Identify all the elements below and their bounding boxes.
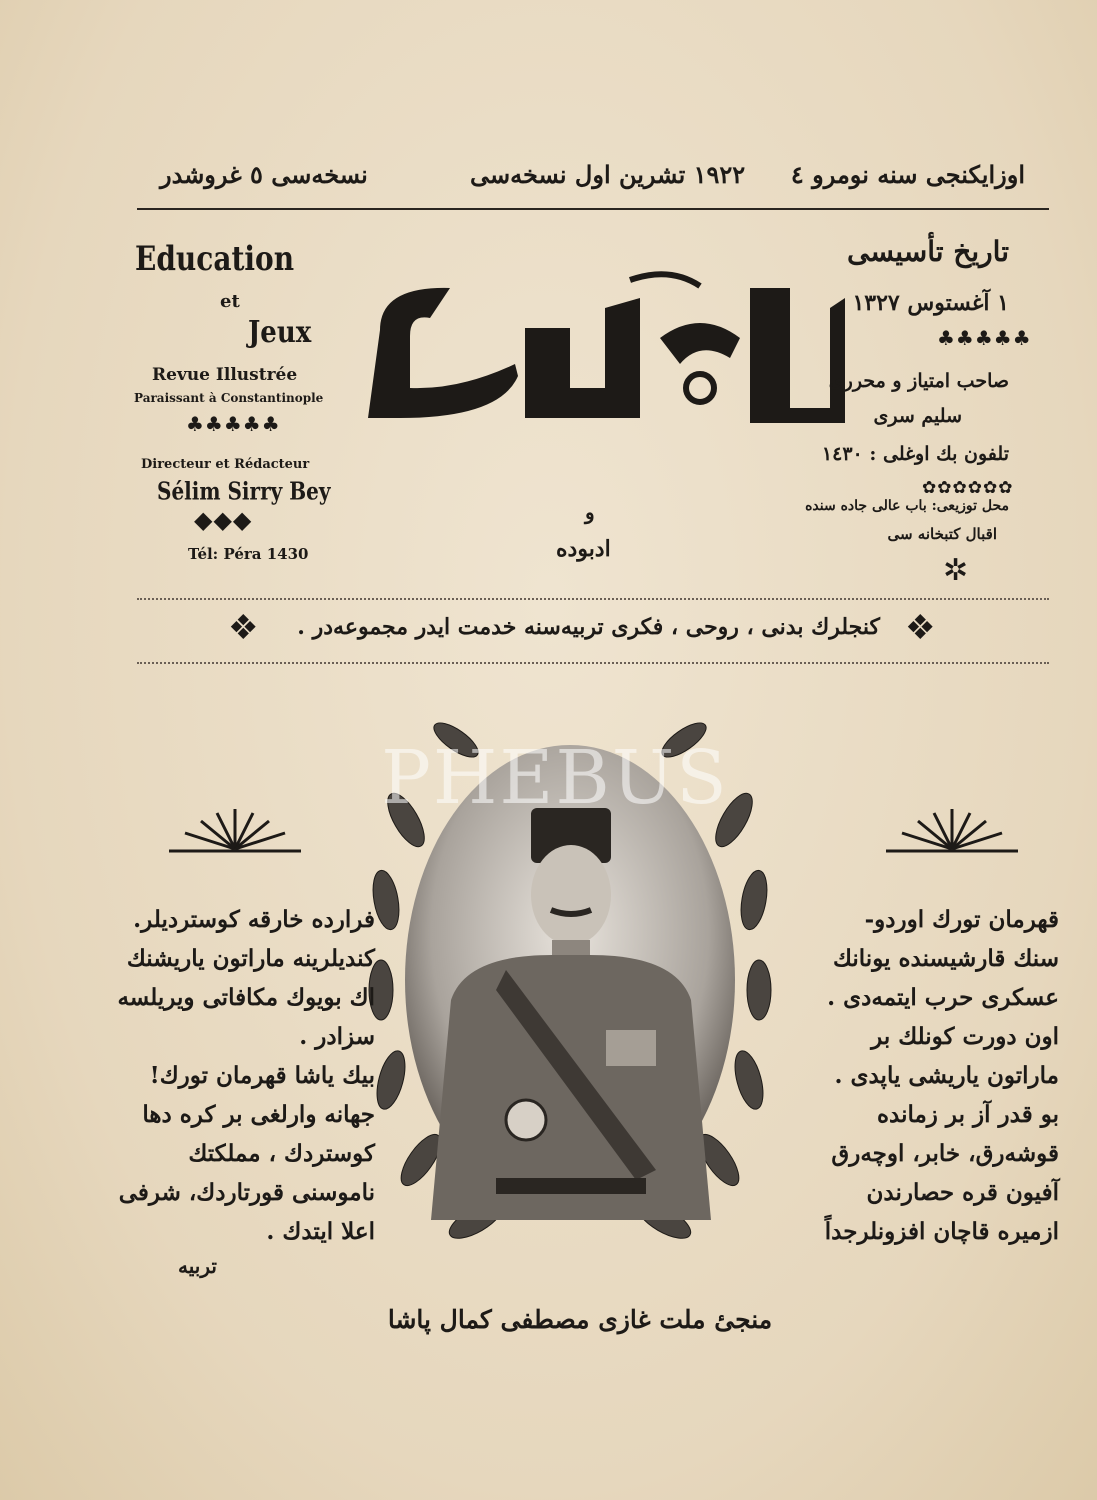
motto-text: کنجلرك بدنی ، روحی ، فکری تربیه‌سنه خدمت ایدر مجموعه‌در . (297, 614, 880, 640)
left-column-line: جهانه وارلغی بر کره دها (142, 1101, 375, 1128)
masthead-subtitle: ادبوده (556, 536, 611, 562)
masthead-and: و (585, 500, 595, 524)
left-line-revue: Revue Illustrée (152, 365, 298, 385)
left-diamond-icon: ◆◆◆ (194, 506, 253, 534)
left-column-line: اعلا ایتدك . (266, 1218, 375, 1245)
header-year-issue: اوزایکنجی سنه نومرو ٤ (790, 160, 1025, 189)
right-line-name: سلیم سری (873, 405, 962, 427)
right-column-line: ازمیره قاچان افزونلرجداً (824, 1218, 1059, 1245)
motto-rule-top (137, 598, 1049, 600)
right-column (819, 900, 1059, 1251)
left-column-line: بیك یاشا قهرمان تورك! (149, 1062, 375, 1089)
right-column-line: بو قدر آز بر زمانده (876, 1101, 1059, 1128)
left-column-line: ناموسنی قورتاردك، شرفی (118, 1179, 375, 1206)
left-column (117, 900, 375, 1251)
motto-ornament-left-icon: ❖ (228, 608, 259, 648)
header-date: ١٩٢٢ تشرین اول نسخه‌سی (470, 160, 746, 189)
left-line-paraissant: Paraissant à Constantinople (134, 391, 324, 405)
header-price: نسخه‌سی ٥ غروشدر (160, 160, 368, 189)
left-sunburst-icon (165, 805, 305, 859)
left-column-line: کندیلرینه ماراتون یاریشنك (126, 945, 375, 972)
header-rule (137, 208, 1049, 210)
left-column-line: سزادر . (299, 1023, 375, 1050)
left-line-directeur: Directeur et Rédacteur (141, 457, 310, 472)
right-line-date: ١ آغستوس ١٣٢٧ (852, 290, 1009, 316)
signature: تربیه (178, 1254, 217, 1278)
right-column-line: عسکری حرب ایتمه‌دی . (827, 984, 1059, 1011)
portrait-caption: منجیٔ ملت غازی مصطفی کمال پاشا (387, 1305, 773, 1334)
right-column-line: آفیون قره حصارندن (866, 1179, 1059, 1206)
right-column-line: ماراتون یاریشی یاپدی . (834, 1062, 1059, 1089)
right-line-owner: صاحب امتیاز و محرری (828, 370, 1009, 392)
masthead-title (340, 268, 848, 428)
left-line-jeux: Jeux (248, 315, 312, 351)
right-line-phone: تلفون بك اوغلی : ١٤٣٠ (821, 443, 1009, 465)
motto-ornament-right-icon: ❖ (905, 608, 936, 648)
masthead-calligraphy-icon (340, 268, 848, 428)
right-star-icon: ✲ (943, 553, 969, 588)
right-ornament-icon: ♣♣♣♣♣ (937, 326, 1032, 350)
left-line-name: Sélim Sirry Bey (157, 476, 331, 506)
left-column-line: اك بویوك مکافاتی ویریلسه (117, 984, 375, 1011)
left-ornament-icon: ♣♣♣♣♣ (186, 412, 281, 436)
right-ornament-2-icon: ✿✿✿✿✿✿ (922, 478, 1014, 498)
right-line-bookshop: اقبال کتبخانه سی (887, 525, 997, 543)
left-column-line: فرارده خارقه کوستردیلر. (133, 906, 375, 933)
right-column-line: قهرمان تورك اوردو- (864, 906, 1059, 933)
right-line-founded: تاریخ تأسیسی (846, 235, 1009, 268)
left-line-education: Education (135, 238, 295, 279)
left-column-line: کوستردك ، مملکتك (188, 1140, 375, 1167)
motto-rule-bottom (137, 662, 1049, 664)
right-sunburst-icon (882, 805, 1022, 859)
right-line-distribution: محل توزیعی: باب عالی جاده سنده (805, 498, 1009, 514)
left-line-tel: Tél: Péra 1430 (188, 545, 309, 563)
right-column-line: اون دورت کونلك بر (871, 1023, 1059, 1050)
right-column-line: قوشه‌رق، خابر، اوچه‌رق (831, 1140, 1059, 1167)
watermark-text: PHEBUS (381, 735, 729, 821)
right-column-line: سنك قارشیسنده یونانك (833, 945, 1059, 972)
left-line-et: et (220, 291, 240, 312)
